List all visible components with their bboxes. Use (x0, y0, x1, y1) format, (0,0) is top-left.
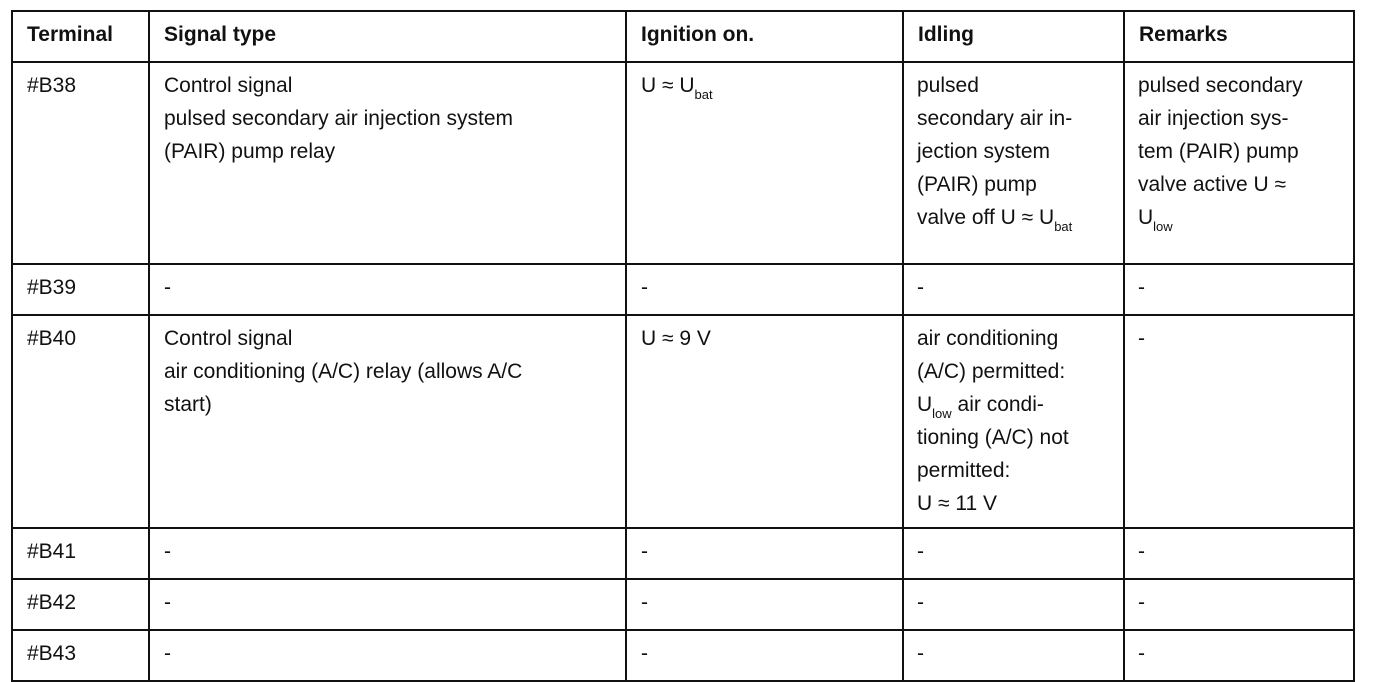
cell-terminal: #B41 (12, 528, 149, 579)
idling-line: jection system (917, 140, 1051, 163)
idling-line: pulsed (917, 74, 979, 97)
table-row (12, 528, 1354, 579)
cell-remarks: - (1124, 528, 1354, 579)
remarks-line: valve active U ≈ (1138, 173, 1287, 196)
cell-idling (903, 62, 1124, 264)
remarks-last-text: U (1138, 206, 1154, 229)
cell-remarks (1124, 62, 1354, 264)
signal-line: air conditioning (A/C) relay (allows A/C (164, 360, 523, 383)
cell-remarks: - (1124, 315, 1354, 528)
remarks-line (1138, 201, 1347, 234)
cell-remarks: - (1124, 264, 1354, 315)
signal-line: (PAIR) pump relay (164, 140, 336, 163)
cell-signal-type: - (149, 630, 626, 681)
header-row (12, 11, 1354, 62)
idling-line: air conditioning (917, 327, 1059, 350)
cell-idling: - (903, 528, 1124, 579)
cell-ignition-on (626, 62, 903, 264)
cell-idling: - (903, 579, 1124, 630)
remarks-subscript: low (1153, 219, 1173, 234)
cell-ignition-on: - (626, 579, 903, 630)
signal-line: Control signal (164, 327, 293, 350)
table-row (12, 579, 1354, 630)
cell-remarks: - (1124, 630, 1354, 681)
table-row (12, 264, 1354, 315)
cell-signal-type: - (149, 579, 626, 630)
header-ignition-on: Ignition on. (626, 11, 903, 62)
cell-terminal: #B39 (12, 264, 149, 315)
cell-ignition-on: U ≈ 9 V (626, 315, 903, 528)
idling-line (917, 388, 1117, 421)
table-body (12, 62, 1354, 681)
terminal-signal-table (11, 10, 1355, 682)
cell-idling (903, 315, 1124, 528)
idling-mid-suffix: air condi- (951, 393, 1044, 416)
signal-line: pulsed secondary air injection system (164, 107, 514, 130)
table-header (12, 11, 1354, 62)
table-row (12, 62, 1354, 264)
cell-signal-type: - (149, 528, 626, 579)
idling-last-text: valve off U ≈ U (917, 206, 1055, 229)
cell-terminal: #B42 (12, 579, 149, 630)
remarks-line: air injection sys- (1138, 107, 1289, 130)
cell-remarks: - (1124, 579, 1354, 630)
header-remarks: Remarks (1124, 11, 1354, 62)
idling-line: permitted: (917, 459, 1011, 482)
signal-line: start) (164, 393, 212, 416)
signal-line: Control signal (164, 74, 293, 97)
idling-line: secondary air in- (917, 107, 1073, 130)
idling-subscript: low (932, 406, 952, 421)
header-terminal: Terminal (12, 11, 149, 62)
cell-terminal: #B43 (12, 630, 149, 681)
remarks-line: pulsed secondary (1138, 74, 1303, 97)
cell-idling: - (903, 264, 1124, 315)
cell-signal-type (149, 62, 626, 264)
idling-line: tioning (A/C) not (917, 426, 1069, 449)
idling-subscript: bat (1054, 219, 1073, 234)
table-row (12, 630, 1354, 681)
cell-terminal: #B38 (12, 62, 149, 264)
remarks-line: tem (PAIR) pump (1138, 140, 1299, 163)
header-idling: Idling (903, 11, 1124, 62)
idling-line: U ≈ 11 V (917, 492, 998, 515)
idling-line (917, 201, 1117, 234)
cell-ignition-on: - (626, 528, 903, 579)
cell-signal-type (149, 315, 626, 528)
idling-line: (A/C) permitted: (917, 360, 1066, 383)
ignition-value: U ≈ U (641, 74, 695, 97)
idling-line: (PAIR) pump (917, 173, 1037, 196)
cell-ignition-on: - (626, 630, 903, 681)
cell-signal-type: - (149, 264, 626, 315)
header-signal-type: Signal type (149, 11, 626, 62)
cell-ignition-on: - (626, 264, 903, 315)
cell-idling: - (903, 630, 1124, 681)
ignition-subscript: bat (694, 87, 713, 102)
idling-mid-prefix: U (917, 393, 933, 416)
cell-terminal: #B40 (12, 315, 149, 528)
table-row (12, 315, 1354, 528)
